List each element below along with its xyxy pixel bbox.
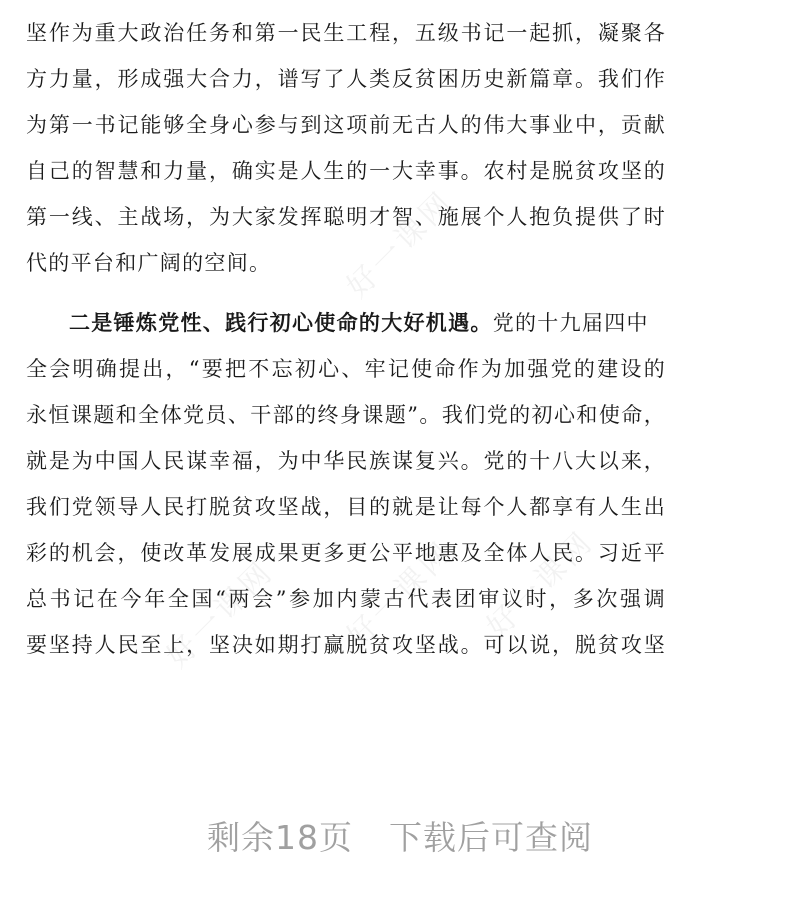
watermark-4: 好一课网 (480, 524, 601, 645)
body-line: 坚作为重大政治任务和第一民生工程，五级书记一起抓，凝聚各 (26, 21, 666, 45)
body-line: 就是为中国人民谋幸福，为中华民族谋复兴。党的十八大以来， (26, 449, 666, 473)
body-line: 代的平台和广阔的空间。 (26, 251, 272, 275)
body-line: 自己的智慧和力量，确实是人生的一大幸事。农村是脱贫攻坚的 (26, 159, 666, 183)
download-to-read-label[interactable]: 下载后可查阅 (389, 818, 593, 857)
body-line: 我们党领导人民打脱贫攻坚战，目的就是让每个人都享有人生出 (26, 495, 666, 519)
watermark-1: 好一课网 (340, 184, 461, 305)
paragraph-spacer (26, 286, 666, 300)
remaining-pages-label: 剩余18页 (207, 818, 353, 857)
document-body (26, 10, 666, 668)
paragraph-2-first-line (26, 300, 666, 346)
paragraph-heading: 二是锤炼党性、践行初心使命的大好机遇。 (69, 310, 493, 335)
watermark-2: 好一课网 (160, 554, 281, 675)
body-line: 彩的机会，使改革发展成果更多更公平地惠及全体人民。习近平 (26, 541, 666, 565)
body-line: 为第一书记能够全身心参与到这项前无古人的伟大事业中，贡献 (26, 113, 666, 137)
paragraph-first-text: 党的十九届四中 (492, 311, 649, 335)
body-line: 第一线、主战场，为大家发挥聪明才智、施展个人抱负提供了时 (26, 205, 666, 229)
body-line: 总书记在今年全国“两会”参加内蒙古代表团审议时，多次强调 (26, 587, 666, 611)
download-prompt[interactable] (0, 812, 800, 859)
body-line: 要坚持人民至上，坚决如期打赢脱贫攻坚战。可以说，脱贫攻坚 (26, 633, 666, 657)
body-line: 方力量，形成强大合力，谱写了人类反贫困历史新篇章。我们作 (26, 67, 666, 91)
watermark-3: 好一课网 (340, 534, 461, 655)
body-line: 永恒课题和全体党员、干部的终身课题”。我们党的初心和使命， (26, 403, 666, 427)
body-line: 全会明确提出，“要把不忘初心、牢记使命作为加强党的建设的 (26, 357, 666, 381)
